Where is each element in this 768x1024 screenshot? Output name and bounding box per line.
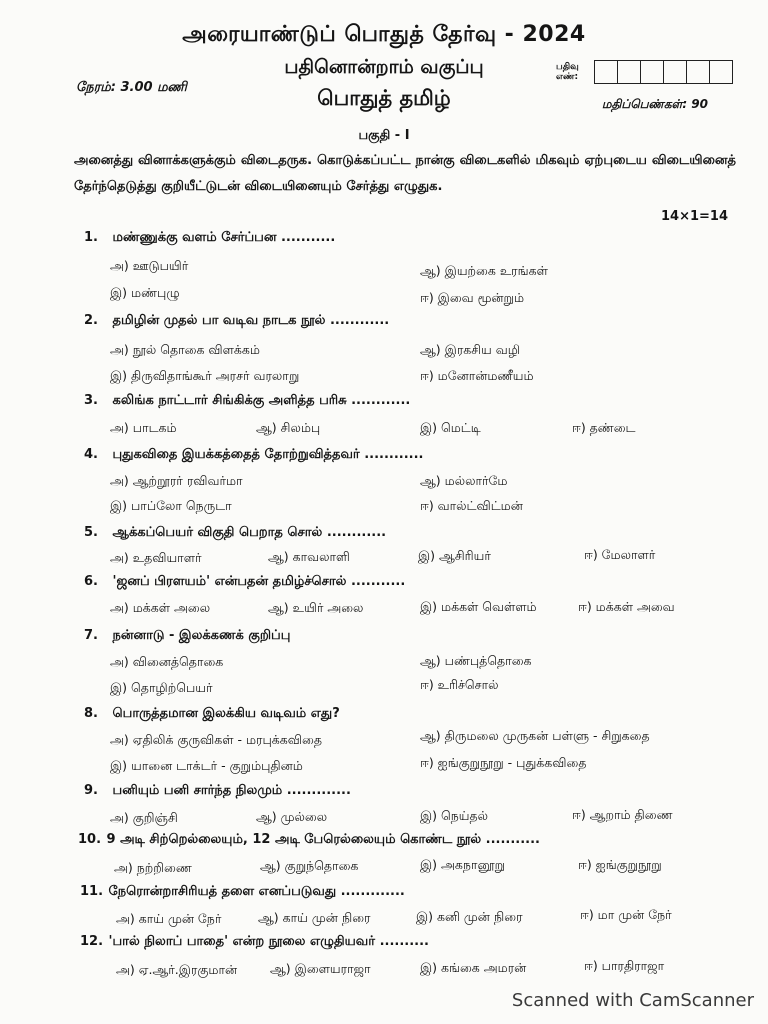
part-heading: பகுதி - I: [358, 128, 410, 143]
option: அ) வினைத்தொகை: [110, 654, 224, 669]
option: ஆ) திருமலை முருகன் பள்ளு - சிறுகதை: [420, 728, 650, 743]
option: ஈ) மனோன்மணீயம்: [420, 368, 534, 383]
question-number: 11.: [80, 884, 104, 899]
instructions: அனைத்து வினாக்களுக்கும் விடைதருக. கொடுக்கப்பட்ட நான்கு விடைகளில் மிகவும் ஏற்புடைய விடையினைத் தேர்ந்தெடுத்து குறியீட்டுடன் விடையினையும் சேர்த்து எழுதுக.: [74, 153, 736, 194]
option: இ) பாப்லோ நெருடா: [110, 498, 232, 513]
question-text: புதுகவிதை இயக்கத்தைத் தோற்றுவித்தவர் ............: [112, 447, 424, 462]
option: அ) ஆற்றூரர் ரவிவர்மா: [110, 473, 243, 488]
option: அ) ஊடுபயிர்: [110, 258, 189, 273]
question: [84, 525, 386, 541]
option: அ) ஏ.ஆர்.இரகுமான்: [116, 962, 238, 977]
option: இ) நெய்தல்: [420, 808, 488, 823]
option: அ) ஏதிலிக் குருவிகள் - மரபுக்கவிதை: [110, 732, 322, 747]
max-marks: மதிப்பெண்கள்: 90: [601, 97, 708, 111]
option: ஆ) இரகசிய வழி: [420, 342, 521, 357]
question-number: 6.: [84, 574, 98, 589]
question-text: தமிழின் முதல் பா வடிவ நாடக நூல் ............: [112, 313, 390, 328]
option: அ) குறிஞ்சி: [110, 810, 178, 825]
option: இ) மெட்டி: [420, 420, 481, 435]
question: [84, 393, 410, 409]
register-cell: [687, 61, 710, 83]
option: இ) கங்கை அமரன்: [420, 960, 527, 975]
question: [80, 884, 405, 900]
option: ஆ) முல்லை: [256, 809, 328, 824]
class-title: பதினொன்றாம் வகுப்பு: [284, 56, 484, 78]
question-number: 4.: [84, 447, 98, 462]
option: ஈ) மா முன் நேர்: [580, 907, 672, 922]
question: [84, 574, 405, 590]
option: ஆ) காய் முன் நிரை: [258, 910, 371, 925]
question-text: ஆக்கப்பெயர் விகுதி பெறாத சொல் ............: [112, 525, 387, 540]
register-cell: [595, 61, 618, 83]
option: ஈ) உரிச்சொல்: [420, 677, 499, 692]
question-text: பனியும் பனி சார்ந்த நிலமும் .............: [112, 783, 351, 798]
question-text: 'ஜனப் பிரளயம்' என்பதன் தமிழ்ச்சொல் ...........: [112, 574, 406, 589]
option: இ) மக்கள் வெள்ளம்: [420, 599, 537, 614]
question-text: 9 அடி சிற்றெல்லையும், 12 அடி பேரெல்லையும் கொண்ட நூல் ...........: [106, 832, 540, 847]
register-cell: [641, 61, 664, 83]
option: இ) திருவிதாங்கூர் அரசர் வரலாறு: [110, 368, 300, 383]
option: அ) உதவியாளர்: [110, 550, 202, 565]
question-number: 5.: [84, 525, 98, 540]
question-number: 7.: [84, 628, 98, 643]
question: [84, 313, 389, 329]
question-number: 1.: [84, 230, 98, 245]
option: இ) மண்புழு: [110, 285, 180, 300]
question-number: 12.: [80, 934, 104, 949]
question: [84, 783, 351, 799]
option: ஆ) பண்புத்தொகை: [420, 653, 532, 668]
option: ஆ) இயற்கை உரங்கள்: [420, 263, 548, 278]
question-text: நேரொன்றாசிரியத் தளை எனப்படுவது .............: [108, 884, 405, 899]
register-number-label: பதிவு எண்:: [556, 62, 579, 82]
option: அ) நூல் தொகை விளக்கம்: [110, 342, 260, 357]
option: ஈ) மக்கள் அவை: [578, 599, 675, 614]
option: ஆ) உயிர் அலை: [268, 600, 364, 615]
register-number-box: [556, 60, 733, 84]
option: ஆ) சிலம்பு: [256, 420, 321, 435]
question: [84, 628, 290, 644]
option: அ) மக்கள் அலை: [110, 600, 211, 615]
option: இ) யானை டாக்டர் - குறும்புதினம்: [110, 758, 303, 773]
question-text: பொருத்தமான இலக்கிய வடிவம் எது?: [112, 706, 340, 721]
option: ஆ) குறுந்தொகை: [260, 858, 359, 873]
subject-title: பொதுத் தமிழ்: [317, 86, 451, 110]
question: [80, 934, 429, 950]
option: ஈ) இவை மூன்றும்: [420, 290, 525, 305]
option: ஆ) மல்லார்மே: [420, 473, 508, 488]
option: ஈ) ஆறாம் திணை: [572, 807, 673, 822]
option: ஆ) இளையராஜா: [270, 961, 371, 976]
option: அ) காய் முன் நேர்: [116, 911, 222, 926]
register-cell: [710, 61, 732, 83]
question-number: 2.: [84, 313, 98, 328]
question-number: 9.: [84, 783, 98, 798]
question: [78, 832, 540, 848]
question: [84, 447, 423, 463]
register-cell: [618, 61, 641, 83]
question-text: நன்னாடு - இலக்கணக் குறிப்பு: [112, 628, 291, 643]
option: இ) அகநானூறு: [420, 857, 506, 872]
option: இ) தொழிற்பெயர்: [110, 680, 213, 695]
option: ஈ) மேலாளர்: [584, 547, 656, 562]
option: அ) பாடகம்: [110, 420, 177, 435]
option: ஈ) ஐங்குறுநூறு - புதுக்கவிதை: [420, 755, 587, 770]
option: இ) கனி முன் நிரை: [416, 909, 523, 924]
question-number: 10.: [78, 832, 102, 847]
register-number-cells: [594, 60, 733, 84]
scanner-watermark: Scanned with CamScanner: [511, 990, 754, 1011]
option: இ) ஆசிரியர்: [418, 548, 491, 563]
question-text: மண்ணுக்கு வளம் சேர்ப்பன ...........: [112, 230, 336, 245]
exam-title: அரையாண்டுப் பொதுத் தேர்வு - 2024: [182, 22, 586, 47]
exam-time: நேரம்: 3.00 மணி: [76, 80, 187, 95]
score-scheme: 14×1=14: [660, 209, 728, 224]
option: அ) நற்றிணை: [114, 860, 192, 875]
option: ஈ) வால்ட்விட்மன்: [420, 498, 523, 513]
question-text: கலிங்க நாட்டார் சிங்கிக்கு அளித்த பரிசு ............: [112, 393, 411, 408]
question-number: 3.: [84, 393, 98, 408]
register-cell: [664, 61, 687, 83]
question: [84, 230, 335, 246]
option: ஈ) ஐங்குறுநூறு: [578, 857, 662, 872]
question: [84, 706, 340, 722]
question-text: 'பால் நிலாப் பாதை' என்ற நூலை எழுதியவர் ..........: [108, 934, 429, 949]
option: ஈ) பாரதிராஜா: [584, 958, 665, 973]
option: ஆ) காவலாளி: [268, 549, 350, 564]
option: ஈ) தண்டை: [572, 420, 636, 435]
question-number: 8.: [84, 706, 98, 721]
